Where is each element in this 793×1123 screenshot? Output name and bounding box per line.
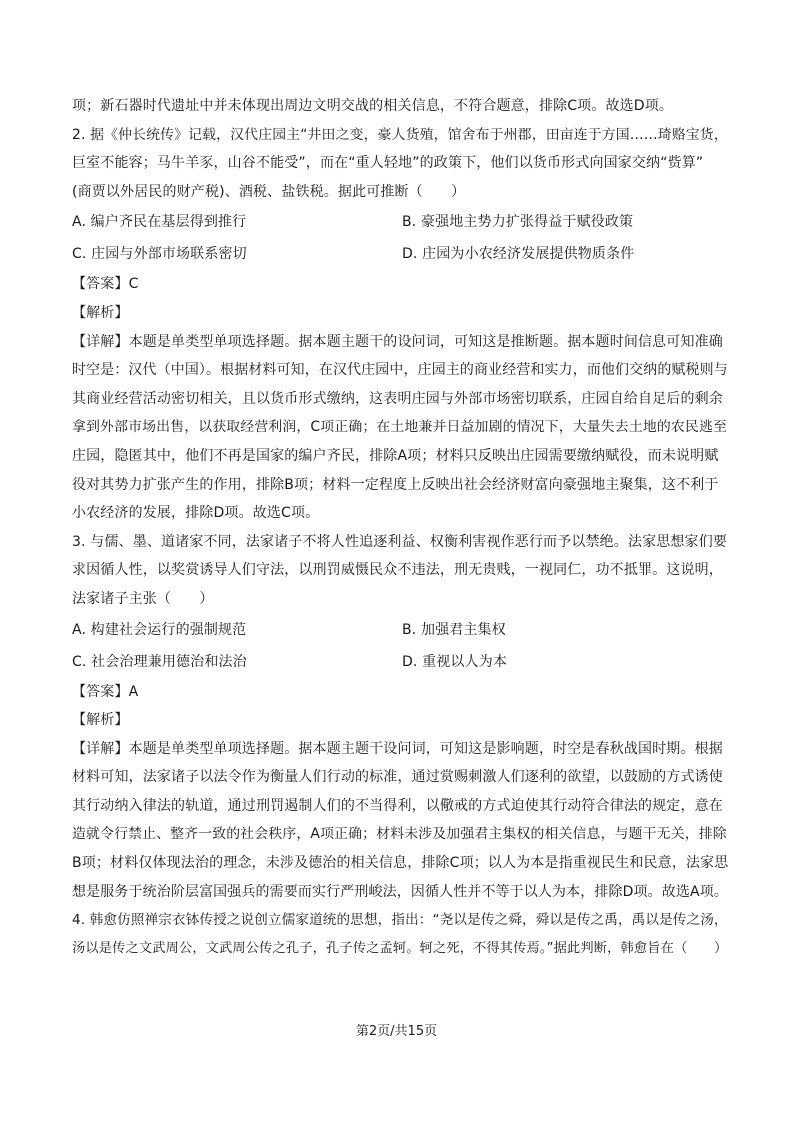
question-2-stem: 2. 据《仲长统传》记载，汉代庄园主“井田之变，豪人货殖，馆舍布于州郡，田亩连于方国……琦赂宝货， <box>72 126 728 143</box>
answer-label: 【答案】A <box>72 683 139 700</box>
option-c: C. 社会治理兼用德治和法治 <box>72 653 247 670</box>
analysis-label: 【解析】 <box>72 712 129 729</box>
question-2-stem: 巨室不能容；马牛羊豕，山谷不能受”，而在“重人轻地”的政策下，他们以货币形式向国家交纳“赀算” <box>72 155 704 172</box>
detail-line: 拿到外部市场出售，以获取经营利润，C项正确；在土地兼并日益加剧的情况下，大量失去土地的农民逃至 <box>72 419 727 436</box>
question-2-options-row <box>72 238 728 270</box>
detail-line: 庄园，隐匿其中，他们不再是国家的编户齐民，排除A项；材料只反映出庄园需要缴纳赋役，而未说明赋 <box>72 447 719 464</box>
option-d: D. 庄园为小农经济发展提供物质条件 <box>402 246 635 263</box>
detail-line: 材料可知，法家诸子以法令作为衡量人们行动的标准，通过赏赐刺激人们逐利的欲望，以鼓励的方式诱使 <box>72 769 723 786</box>
analysis-label: 【解析】 <box>72 304 129 321</box>
option-b: B. 加强君主集权 <box>402 621 506 638</box>
question-3-stem: 求因循人性，以奖赏诱导人们守法，以刑罚威慑民众不违法，刑无贵贱，一视同仁，功不抵罪。这说明， <box>72 562 723 579</box>
detail-line: 造就令行禁止、整齐一致的社会秩序，A项正确；材料未涉及加强君主集权的相关信息，与题干无关，排除 <box>72 826 727 843</box>
question-4-stem: 4. 韩愈仿照禅宗衣钵传授之说创立儒家道统的思想，指出：“尧以是传之舜，舜以是传之禹，禹以是传之汤， <box>72 912 728 929</box>
detail-line: 其商业经营活动密切相关，且以货币形式缴纳，这表明庄园与外部市场密切联系，庄园自给自足后的剩余 <box>72 390 723 407</box>
detail-line: 其行动纳入律法的轨道，通过刑罚遏制人们的不当得利，以儆戒的方式迫使其行动符合律法的规定，意在 <box>72 797 723 814</box>
question-3-stem: 法家诸子主张（ ） <box>72 590 214 607</box>
option-c: C. 庄园与外部市场联系密切 <box>72 246 247 263</box>
detail-line: 小农经济的发展，排除D项。故选C项。 <box>72 505 320 522</box>
document-page <box>72 92 728 963</box>
detail-line: 想是服务于统治阶层富国强兵的需要而实行严刑峻法，因循人性并不等于以人为本，排除D项。故选A项。 <box>72 883 728 900</box>
question-2-stem: (商贾以外居民的财产税)、酒税、盐铁税。据此可推断（ ） <box>72 183 466 200</box>
option-a: A. 构建社会运行的强制规范 <box>72 621 247 638</box>
option-d: D. 重视以人为本 <box>402 653 508 670</box>
text-line: 项；新石器时代遗址中并未体现出周边文明交战的相关信息，不符合题意，排除C项。故选D项。 <box>72 98 674 114</box>
question-4-stem: 汤以是传之文武周公，文武周公传之孔子，孔子传之孟轲。轲之死，不得其传焉。”据此判断，韩愈旨在（ ） <box>72 940 728 956</box>
detail-line: 役对其势力扩张产生的作用，排除B项；材料一定程度上反映出社会经济财富向豪强地主聚集，这不利于 <box>72 476 719 493</box>
question-3-options-row <box>72 614 728 646</box>
answer-label: 【答案】C <box>72 276 139 293</box>
question-2-options-row <box>72 206 728 238</box>
detail-line: 【详解】本题是单类型单项选择题。据本题主题干的设问词，可知这是推断题。据本题时间信息可知准确 <box>72 333 723 350</box>
page-number: 第2页/共15页 <box>355 1024 438 1039</box>
detail-line: 【详解】本题是单类型单项选择题。据本题主题干设问词，可知这是影响题，时空是春秋战国时期。根据 <box>72 740 723 757</box>
detail-line: 时空是：汉代（中国）。根据材料可知，在汉代庄园中，庄园主的商业经营和实力，而他们交纳的赋税则与 <box>72 362 728 379</box>
option-a: A. 编户齐民在基层得到推行 <box>72 214 247 231</box>
option-b: B. 豪强地主势力扩张得益于赋役政策 <box>402 214 634 231</box>
question-3-options-row <box>72 646 728 678</box>
detail-line: B项；材料仅体现法治的理念，未涉及德治的相关信息，排除C项；以人为本是指重视民生和民意，法家思 <box>72 855 729 872</box>
question-3-stem: 3. 与儒、墨、道诸家不同，法家诸子不将人性追逐利益、权衡利害视作恶行而予以禁绝。法家思想家们要 <box>72 533 728 550</box>
